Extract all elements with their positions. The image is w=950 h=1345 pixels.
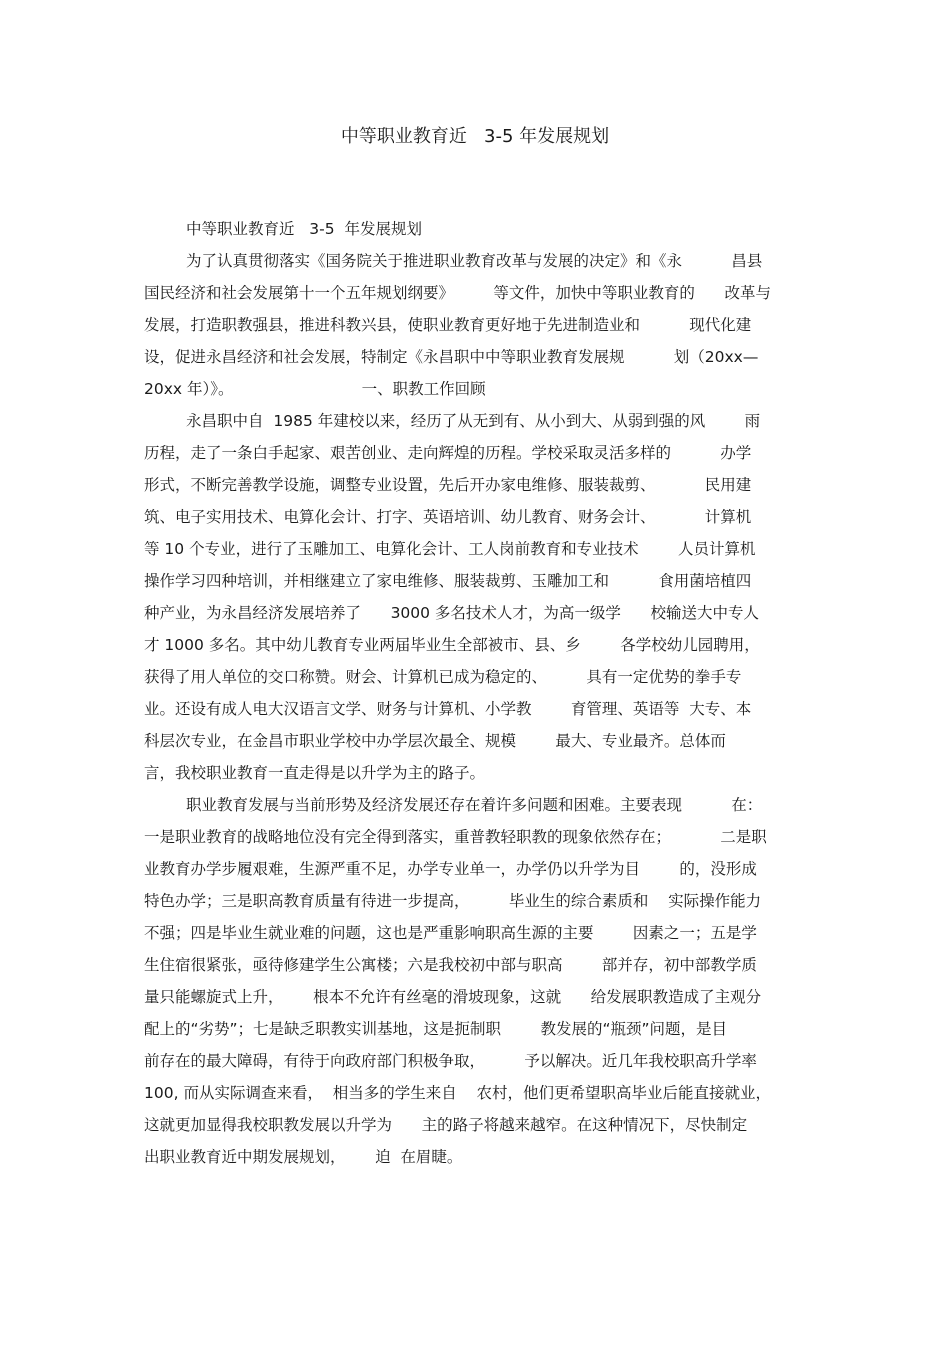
text-line-28: 这就更加显得我校职教发展以升学为 主的路子将越来越窄。在这种情况下，尽快制定 [144,1116,748,1134]
text-line-18: 职业教育发展与当前形势及经济发展还存在着许多问题和困难。主要表现 在： [186,796,763,814]
text-line-21: 特色办学；三是职高教育质量有待进一步提高， 毕业生的综合素质和 实际操作能力 [144,892,762,910]
text-line-26: 前存在的最大障碍，有待于向政府部门积极争取， 予以解决。近几年我校职高升学率 [144,1052,757,1070]
text-line-16: 科层次专业，在金昌市职业学校中办学层次最全、规模 最大、专业最齐。总体而 [144,732,726,750]
text-line-13: 才 1000 多名。其中幼儿教育专业两届毕业生全部被市、县、乡 各学校幼儿园聘用， [144,636,760,654]
text-line-3: 发展，打造职教强县，推进科教兴县，使职业教育更好地于先进制造业和 现代化建 [144,316,752,334]
section-heading: 中等职业教育近 3-5 年发展规划 [186,220,422,238]
text-line-22: 不强；四是毕业生就业难的问题，这也是严重影响职高生源的主要 因素之一；五是学 [144,924,757,942]
text-line-1: 为了认真贯彻落实《国务院关于推进职业教育改革与发展的决定》和《永 昌县 [186,252,763,270]
text-line-2: 国民经济和社会发展第十一个五年规划纲要》 等文件，加快中等职业教育的 改革与 [144,284,771,302]
text-line-8: 形式，不断完善教学设施，调整专业设置，先后开办家电维修、服装裁剪、 民用建 [144,476,752,494]
text-line-11: 操作学习四种培训，并相继建立了家电维修、服装裁剪、玉雕加工和 食用菌培植四 [144,572,752,590]
text-line-15: 业。还设有成人电大汉语言文学、财务与计算机、小学教 育管理、英语等 大专、本 [144,700,752,718]
text-line-7: 历程，走了一条白手起家、艰苦创业、走向辉煌的历程。学校采取灵活多样的 办学 [144,444,752,462]
text-line-17: 言，我校职业教育一直走得是以升学为主的路子。 [144,764,486,782]
text-line-24: 量只能螺旋式上升， 根本不允许有丝毫的滑坡现象，这就 给发展职教造成了主观分 [144,988,762,1006]
text-line-5: 20xx 年）》。 一、职教工作回顾 [144,380,486,398]
document-title: 中等职业教育近 3-5 年发展规划 [340,126,610,147]
text-line-20: 业教育办学步履艰难，生源严重不足，办学专业单一，办学仍以升学为目 的，没形成 [144,860,757,878]
text-line-14: 获得了用人单位的交口称赞。财会、计算机已成为稳定的、 具有一定优势的拳手专 [144,668,742,686]
text-line-10: 等 10 个专业，进行了玉雕加工、电算化会计、工人岗前教育和专业技术 人员计算机 [144,540,756,558]
text-line-29: 出职业教育近中期发展规划， 迫 在眉睫。 [144,1148,463,1166]
text-line-23: 生住宿很紧张，亟待修建学生公寓楼；六是我校初中部与职高 部并存，初中部教学质 [144,956,757,974]
text-line-25: 配上的“劣势”；七是缺乏职教实训基地，这是扼制职 教发展的“瓶颈”问题，是目 [144,1020,728,1038]
text-line-27: 100, 而从实际调查来看， 相当多的学生来自 农村，他们更希望职高毕业后能直接就业， [144,1084,772,1102]
text-line-9: 筑、电子实用技术、电算化会计、打字、英语培训、幼儿教育、财务会计、 计算机 [144,508,752,526]
text-line-19: 一是职业教育的战略地位没有完全得到落实，重普教轻职教的现象依然存在； 二是职 [144,828,767,846]
text-line-6: 永昌职中自 1985 年建校以来，经历了从无到有、从小到大、从弱到强的风 雨 [186,412,761,430]
text-line-12: 种产业，为永昌经济发展培养了 3000 多名技术人才，为高一级学 校输送大中专人 [144,604,759,622]
text-line-4: 设，促进永昌经济和社会发展，特制定《永昌职中中等职业教育发展规 划（20xx— [144,348,759,366]
